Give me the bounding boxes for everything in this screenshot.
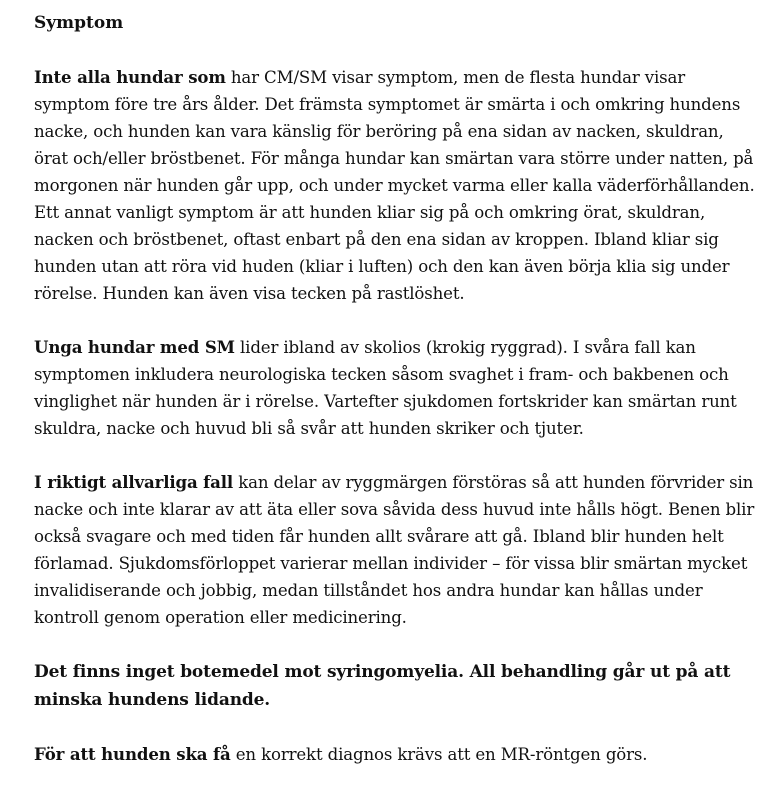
paragraph-text: en korrekt diagnos krävs att en MR-röntgen görs. — [230, 745, 648, 764]
paragraph-text: har CM/SM visar symptom, men de flesta hundar visar symptom före tre års ålder. Det främsta symptomet är smärta i och omkring hundens nacke, och hunden kan vara känslig för beröring på ena sidan av nacken, skuldran, örat och/eller bröstbenet. För många hundar kan smärtan vara större under natten, på morgonen när hunden går upp, och under mycket varma eller kalla väderförhållanden. Ett annat vanligt symptom är att hunden kliar sig på och omkring örat, skuldran, nacken och bröstbenet, oftast enbart på den ena sidan av kroppen. Ibland kliar sig hunden utan att röra vid huden (kliar i luften) och den kan även börja klia sig under rörelse. Hunden kan även visa tecken på rastlöshet. — [34, 68, 755, 303]
article — [34, 10, 756, 795]
paragraph-text: lider ibland av skolios (krokig ryggrad). I svåra fall kan symptomen inkludera neurologiska tecken såsom svaghet i fram- och bakbenen och vinglighet när hunden är i rörelse. Vartefter sjukdomen fortskrider kan smärtan runt skuldra, nacke och huvud bli så svår att hunden skriker och tjuter. — [34, 338, 737, 438]
paragraph-lead: För att hunden ska få — [34, 744, 231, 764]
paragraph-severe-cases — [34, 469, 756, 631]
paragraph-text: kan delar av ryggmärgen förstöras så att hunden förvrider sin nacke och inte klarar av att äta eller sova såvida dess huvud inte hålls högt. Benen blir också svagare och med tiden får hunden allt svårare att gå. Ibland blir hunden helt förlamad. Sjukdomsförloppet varierar mellan individer – för vissa blir smärtan mycket invalidiserande och jobbig, medan tillståndet hos andra hundar kan hållas under kontroll genom operation eller medicinering. — [34, 473, 755, 627]
section-heading: Symptom — [34, 13, 124, 33]
paragraph-diagnosis — [34, 741, 756, 768]
paragraph-symptoms — [34, 64, 756, 307]
paragraph-lead: Inte alla hundar som — [34, 67, 226, 87]
paragraph-no-cure — [34, 658, 756, 714]
paragraph-lead: I riktigt allvarliga fall — [34, 472, 234, 492]
paragraph-lead: Unga hundar med SM — [34, 337, 235, 357]
paragraph-lead: Det finns inget botemedel mot syringomyelia. All behandling går ut på att minska hundens lidande. — [34, 662, 731, 710]
paragraph-young-dogs — [34, 334, 756, 442]
